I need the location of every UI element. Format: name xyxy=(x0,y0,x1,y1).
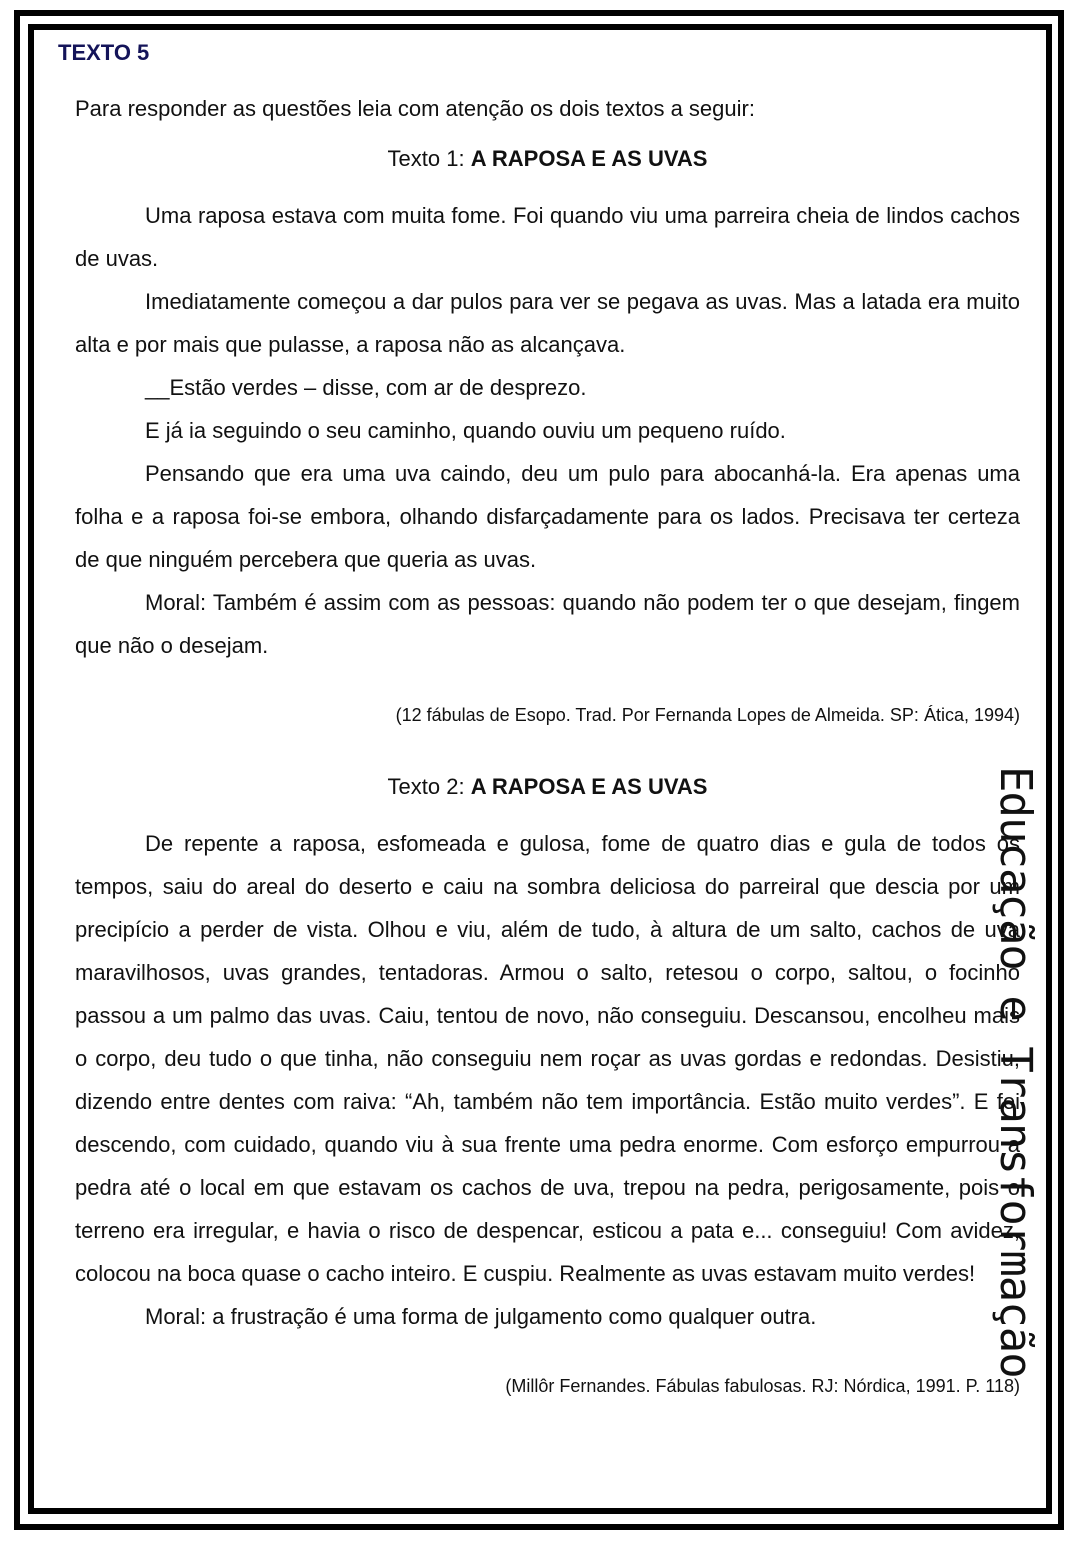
paragraph: Moral: Também é assim com as pessoas: quando não podem ter o que desejam, fingem que não o desejam. xyxy=(75,590,1020,658)
side-watermark-text: Educação e Transformação xyxy=(995,760,1035,1384)
text2-source: (Millôr Fernandes. Fábulas fabulosas. RJ: Nórdica, 1991. P. 118) xyxy=(505,1376,1020,1396)
text2-heading: Texto 2: A RAPOSA E AS UVAS xyxy=(387,774,708,799)
paragraph: E já ia seguindo o seu caminho, quando ouviu um pequeno ruído. xyxy=(145,418,786,443)
text1-body xyxy=(75,194,1020,667)
document-content xyxy=(58,40,1020,1445)
paragraph: __Estão verdes – disse, com ar de desprezo. xyxy=(145,375,587,400)
text2-body xyxy=(75,822,1020,1338)
paragraph: De repente a raposa, esfomeada e gulosa, fome de quatro dias e gula de todos os tempos, saiu do areal do deserto e caiu na sombra deliciosa do parreiral que descia por um precipício a perder de vista. Olhou e viu, além de tudo, à altura de um salto, cachos de uva maravilhosos, uvas grandes, tentadoras. Armou o salto, retesou o corpo, saltou, o focinho passou a um palmo das uvas. Caiu, tentou de novo, não conseguiu. Descansou, encolheu mais o corpo, deu tudo o que tinha, não conseguiu nem roçar as uvas gordas e redondas. Desistiu, dizendo entre dentes com raiva: “Ah, também não tem importância. Estão muito verdes”. E foi descendo, com cuidado, quando viu à sua frente uma pedra enorme. Com esforço empurrou a pedra até o local em que estavam os cachos de uva, trepou na pedra, perigosamente, pois o terreno era irregular, e havia o risco de despencar, esticou a pata e... conseguiu! Com avidez, colocou na boca quase o cacho inteiro. E cuspiu. Realmente as uvas estavam muito verdes! xyxy=(75,831,1020,1286)
text1-title: A RAPOSA E AS UVAS xyxy=(470,146,708,171)
paragraph: Uma raposa estava com muita fome. Foi quando viu uma parreira cheia de lindos cachos de uvas. xyxy=(75,203,1020,271)
paragraph: Moral: a frustração é uma forma de julgamento como qualquer outra. xyxy=(145,1304,817,1329)
text2-title: A RAPOSA E AS UVAS xyxy=(470,774,708,799)
text-label: TEXTO 5 xyxy=(58,40,150,65)
paragraph: Pensando que era uma uva caindo, deu um pulo para abocanhá-la. Era apenas uma folha e a raposa foi-se embora, olhando disfarçadamente para os lados. Precisava ter certeza de que ninguém percebera que queria as uvas. xyxy=(75,461,1020,572)
side-watermark xyxy=(990,760,1041,1378)
text1-heading: Texto 1: A RAPOSA E AS UVAS xyxy=(387,146,708,171)
text1-source: (12 fábulas de Esopo. Trad. Por Fernanda Lopes de Almeida. SP: Ática, 1994) xyxy=(395,705,1020,725)
paragraph: Imediatamente começou a dar pulos para ver se pegava as uvas. Mas a latada era muito alta e por mais que pulasse, a raposa não as alcançava. xyxy=(75,289,1020,357)
intro-text: Para responder as questões leia com atenção os dois textos a seguir: xyxy=(75,96,755,121)
